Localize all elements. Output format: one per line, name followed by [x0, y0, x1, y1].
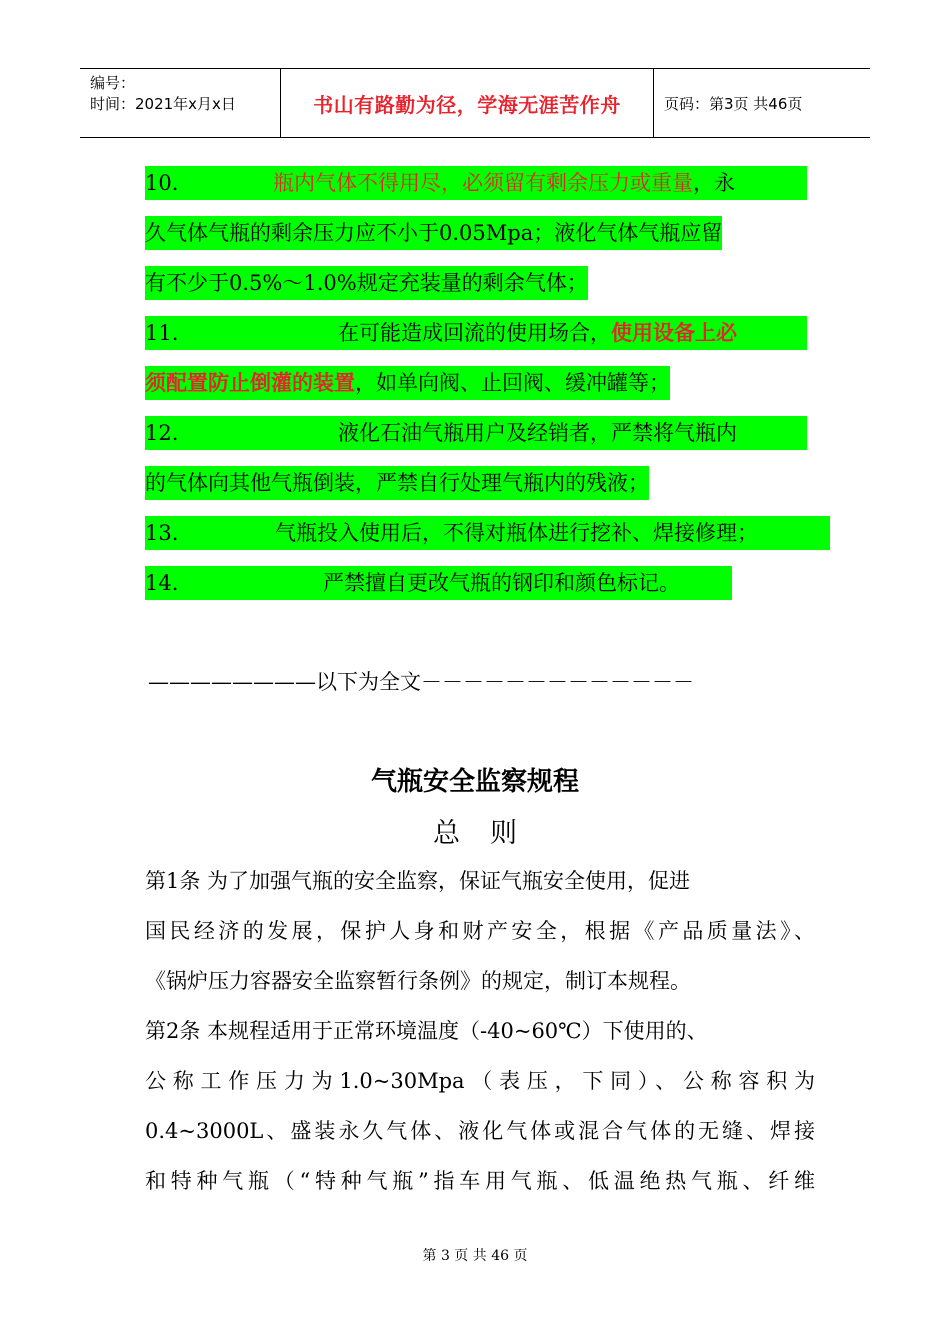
- item-13-line1: [145, 508, 830, 558]
- article-1-line1: 第1条 为了加强气瓶的安全监察，保证气瓶安全使用，促进: [145, 869, 691, 893]
- article-2-line2: 公称工作压力为1.0~30Mpa（表压，下同）、公称容积为: [145, 1069, 815, 1093]
- item-11-text: 在可能造成回流的使用场合，: [338, 321, 611, 345]
- item-10-line2: [145, 208, 722, 258]
- header-page-info: 页码：第3页 共46页: [664, 94, 803, 113]
- header-meta: [80, 69, 281, 137]
- article-2-line3: 0.4~3000L、盛装永久气体、液化气体或混合气体的无缝、焊接: [145, 1119, 815, 1143]
- header-motto: 书山有路勤为径，学海无涯苦作舟: [281, 69, 654, 137]
- item-11-bold-text: 使用设备上必: [611, 320, 737, 345]
- highlighted-items: [145, 158, 835, 618]
- item-13-number: 13.: [145, 521, 179, 545]
- item-10-line3-text: 有不少于0.5%～1.0%规定充装量的剩余气体；: [145, 266, 588, 300]
- article-1-line3: 《锅炉压力容器安全监察暂行条例》的规定，制订本规程。: [145, 969, 691, 993]
- item-11-bold-text-2: 须配置防止倒灌的装置: [145, 370, 355, 395]
- article-2-line4: 和特种气瓶（“特种气瓶”指车用气瓶、低温绝热气瓶、纤维: [145, 1169, 815, 1193]
- item-13-text: 气瓶投入使用后，不得对瓶体进行挖补、焊接修理；: [275, 521, 758, 545]
- article-1-line2: 国民经济的发展，保护人身和财产安全，根据《产品质量法》、: [145, 919, 815, 943]
- item-14-number: 14.: [145, 571, 179, 595]
- item-11-text-2: ，如单向阀、止回阀、缓冲罐等；: [355, 371, 670, 395]
- item-14-text: 严禁擅自更改气瓶的钢印和颜色标记。: [323, 571, 680, 595]
- section-title: 总则: [433, 818, 547, 849]
- item-14-line1: [145, 558, 732, 608]
- item-10-line1: [145, 158, 807, 208]
- item-10-line2-text: 久气体气瓶的剩余压力应不小于0.05Mpa；液化气体气瓶应留: [145, 216, 722, 250]
- item-11-number: 11.: [145, 321, 179, 345]
- page-footer: 第 3 页 共 46 页: [422, 1248, 528, 1264]
- item-12-line1: [145, 408, 807, 458]
- item-10-red-text: 瓶内气体不得用尽，必须留有剩余压力或重量: [273, 171, 693, 195]
- item-10-number: 10.: [145, 171, 179, 195]
- date-label: 时间：2021年x月x日: [90, 95, 236, 113]
- item-10-text: ，永: [693, 171, 735, 195]
- item-12-text: 液化石油气瓶用户及经销者，严禁将气瓶内: [338, 421, 737, 445]
- item-10-line3: [145, 258, 588, 308]
- item-11-line2: [145, 358, 670, 408]
- item-12-number: 12.: [145, 421, 179, 445]
- document-title: 气瓶安全监察规程: [370, 767, 579, 797]
- item-11-line1: [145, 308, 807, 358]
- item-12-line2-text: 的气体向其他气瓶倒装，严禁自行处理气瓶内的残液；: [145, 466, 649, 500]
- full-text-divider: ————————以下为全文－－－－－－－－－－－－－: [148, 670, 694, 694]
- page-header: [80, 68, 870, 138]
- id-label: 编号：: [90, 74, 136, 92]
- article-2-line1: 第2条 本规程适用于正常环境温度（-40~60℃）下使用的、: [145, 1019, 708, 1043]
- item-12-line2: [145, 458, 649, 508]
